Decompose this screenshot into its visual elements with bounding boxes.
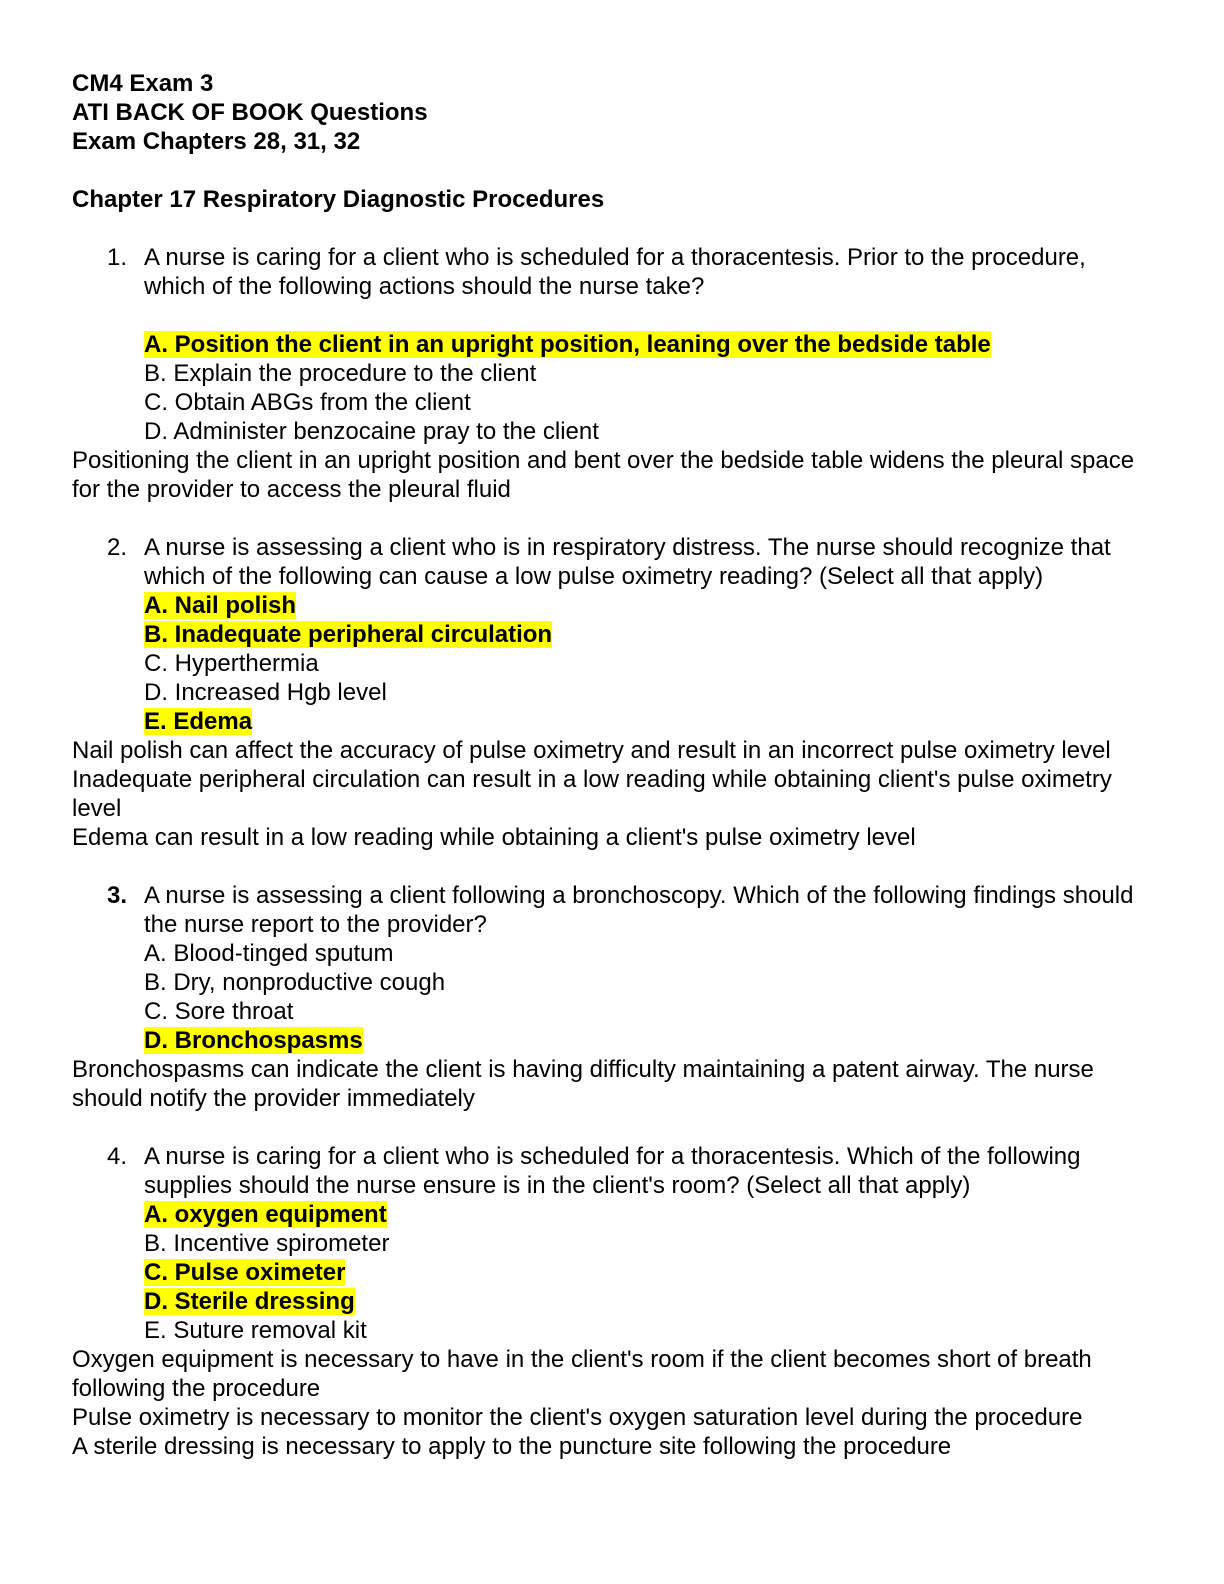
answer-option bbox=[144, 417, 1152, 446]
questions-list bbox=[72, 243, 1152, 1461]
section-title: Chapter 17 Respiratory Diagnostic Procedures bbox=[72, 186, 605, 213]
answer-option bbox=[144, 591, 1152, 620]
rationale-text: Inadequate peripheral circulation can result in a low reading while obtaining client's pulse oximetry level bbox=[72, 766, 1112, 822]
answer-option bbox=[144, 1316, 1152, 1345]
correct-answer-text: E. Edema bbox=[144, 708, 253, 735]
question-item bbox=[72, 881, 1152, 1113]
document-header bbox=[72, 69, 1152, 156]
rationale-text: Oxygen equipment is necessary to have in the client's room if the client becomes short of breath following the procedure bbox=[72, 1346, 1092, 1402]
question-row bbox=[72, 881, 1152, 939]
answer-option bbox=[144, 359, 1152, 388]
correct-answer-text: B. Inadequate peripheral circulation bbox=[144, 621, 553, 648]
rationale-text: Edema can result in a low reading while obtaining a client's pulse oximetry level bbox=[72, 824, 916, 851]
question-row bbox=[72, 243, 1152, 301]
option-text: D. Administer benzocaine pray to the client bbox=[144, 418, 599, 445]
option-text: C. Obtain ABGs from the client bbox=[144, 389, 471, 416]
correct-answer-text: D. Bronchospasms bbox=[144, 1027, 363, 1054]
answer-option bbox=[144, 1258, 1152, 1287]
answer-option bbox=[144, 649, 1152, 678]
question-number: 4. bbox=[107, 1143, 128, 1170]
spacer bbox=[72, 301, 1152, 330]
answer-option bbox=[144, 620, 1152, 649]
rationale-text: Nail polish can affect the accuracy of pulse oximetry and result in an incorrect pulse oximetry level bbox=[72, 737, 1111, 764]
answer-option bbox=[144, 968, 1152, 997]
question-text: A nurse is caring for a client who is scheduled for a thoracentesis. Which of the following supplies should the nurse ensure is in the client's room? (Select all that apply) bbox=[144, 1143, 1081, 1199]
answer-option bbox=[144, 997, 1152, 1026]
question-text: A nurse is caring for a client who is scheduled for a thoracentesis. Prior to the procedure, which of the following actions should the nurse take? bbox=[144, 244, 1086, 300]
option-text: E. Suture removal kit bbox=[144, 1317, 367, 1344]
question-number: 2. bbox=[107, 534, 128, 561]
answer-option bbox=[144, 707, 1152, 736]
answer-option bbox=[144, 1200, 1152, 1229]
correct-answer-text: A. oxygen equipment bbox=[144, 1201, 387, 1228]
correct-answer-text: A. Position the client in an upright position, leaning over the bedside table bbox=[144, 331, 991, 358]
exam-chapters-line: Exam Chapters 28, 31, 32 bbox=[72, 128, 361, 155]
question-item bbox=[72, 533, 1152, 852]
option-text: B. Dry, nonproductive cough bbox=[144, 969, 446, 996]
correct-answer-text: A. Nail polish bbox=[144, 592, 297, 619]
rationale-text: Pulse oximetry is necessary to monitor the client's oxygen saturation level during the procedure bbox=[72, 1404, 1083, 1431]
correct-answer-text: C. Pulse oximeter bbox=[144, 1259, 346, 1286]
question-text: A nurse is assessing a client following a bronchoscopy. Which of the following findings should the nurse report to the provider? bbox=[144, 882, 1134, 938]
option-text: A. Blood-tinged sputum bbox=[144, 940, 394, 967]
question-item bbox=[72, 243, 1152, 504]
answer-option bbox=[144, 678, 1152, 707]
question-number: 1. bbox=[107, 244, 128, 271]
option-text: D. Increased Hgb level bbox=[144, 679, 387, 706]
option-text: C. Sore throat bbox=[144, 998, 294, 1025]
answer-option bbox=[144, 1229, 1152, 1258]
option-text: B. Explain the procedure to the client bbox=[144, 360, 537, 387]
answer-option bbox=[144, 939, 1152, 968]
question-row bbox=[72, 533, 1152, 591]
answer-option bbox=[144, 330, 1152, 359]
correct-answer-text: D. Sterile dressing bbox=[144, 1288, 355, 1315]
rationale-text: A sterile dressing is necessary to apply to the puncture site following the procedure bbox=[72, 1433, 952, 1460]
rationale-text: Bronchospasms can indicate the client is having difficulty maintaining a patent airway. The nurse should notify the provider immediately bbox=[72, 1056, 1094, 1112]
option-text: C. Hyperthermia bbox=[144, 650, 319, 677]
answer-option bbox=[144, 1026, 1152, 1055]
rationale-text: Positioning the client in an upright position and bent over the bedside table widens the pleural space for the provider to access the pleural fluid bbox=[72, 447, 1135, 503]
question-text: A nurse is assessing a client who is in respiratory distress. The nurse should recognize that which of the following can cause a low pulse oximetry reading? (Select all that apply) bbox=[144, 534, 1111, 590]
document-title: CM4 Exam 3 bbox=[72, 70, 214, 97]
question-row bbox=[72, 1142, 1152, 1200]
option-text: B. Incentive spirometer bbox=[144, 1230, 390, 1257]
question-item bbox=[72, 1142, 1152, 1461]
answer-option bbox=[144, 388, 1152, 417]
question-number: 3. bbox=[107, 882, 128, 909]
document-subtitle: ATI BACK OF BOOK Questions bbox=[72, 99, 428, 126]
answer-option bbox=[144, 1287, 1152, 1316]
